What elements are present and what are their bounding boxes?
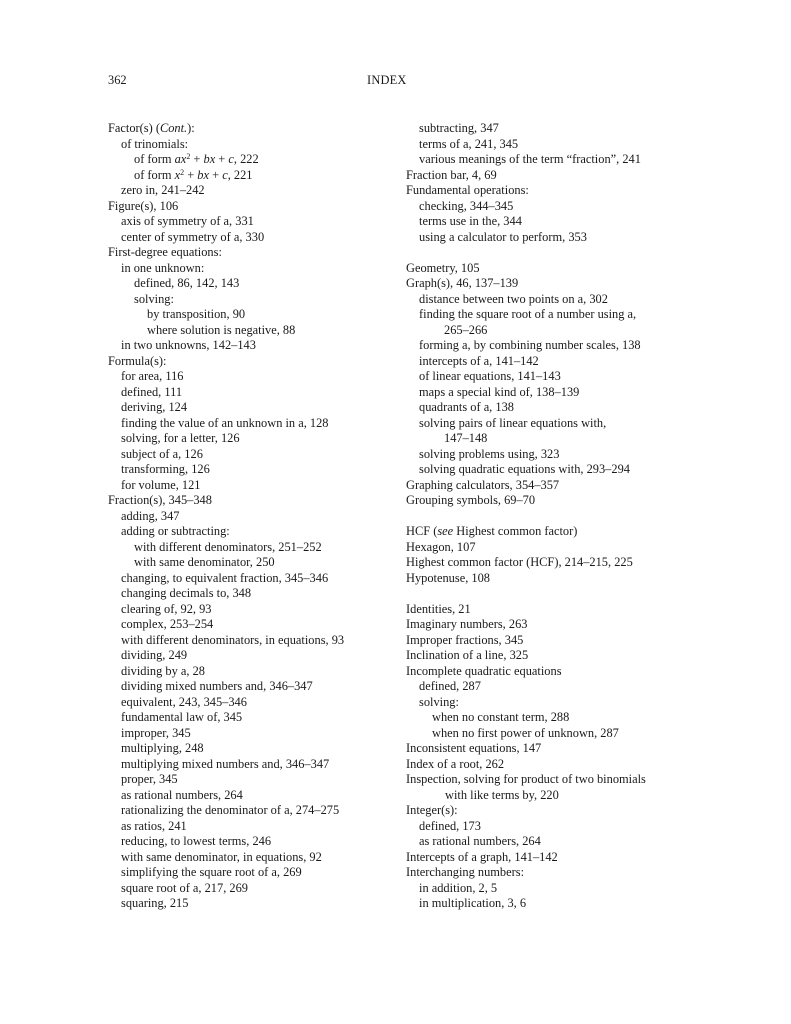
index-entry: proper, 345 <box>121 772 178 786</box>
index-entry: of form $x^2$ + bx + c, 221 <box>134 167 253 182</box>
index-entry: terms use in the, 344 <box>419 214 522 228</box>
index-entry: checking, 344–345 <box>419 198 514 213</box>
index-entry: rationalizing the denominator of a, 274–275 <box>121 803 340 817</box>
index-entry: Intercepts of a graph, 141–142 <box>406 849 558 864</box>
index-entry: Hexagon, 107 <box>406 539 476 554</box>
index-entry: defined, 86, 142, 143 <box>134 276 240 290</box>
running-head: INDEX <box>367 73 407 87</box>
index-entry: finding the square root of a number using a, <box>419 307 637 321</box>
index-entry: solving: <box>419 694 459 709</box>
index-entry: fundamental law of, 345 <box>121 710 243 724</box>
index-entry: simplifying the square root of a, 269 <box>121 865 302 879</box>
index-entry: HCF (see Highest common factor) <box>406 524 578 538</box>
index-entry: Imaginary numbers, 263 <box>406 617 528 631</box>
index-entry: as rational numbers, 264 <box>121 787 243 802</box>
index-entry: of linear equations, 141–143 <box>419 369 561 383</box>
index-entry: intercepts of a, 141–142 <box>419 353 539 368</box>
index-entry: subtracting, 347 <box>419 121 499 135</box>
index-column-left <box>108 121 398 912</box>
index-entry: Fraction bar, 4, 69 <box>406 167 497 182</box>
index-entry: dividing mixed numbers and, 346–347 <box>121 679 313 693</box>
index-entry: Hypotenuse, 108 <box>406 570 490 585</box>
index-entry: changing, to equivalent fraction, 345–346 <box>121 570 329 585</box>
index-entry: reducing, to lowest terms, 246 <box>121 834 272 848</box>
index-entry: Geometry, 105 <box>406 260 480 275</box>
index-entry: multiplying, 248 <box>121 741 204 755</box>
index-entry: in addition, 2, 5 <box>419 880 498 895</box>
index-entry: solving quadratic equations with, 293–294 <box>419 462 630 476</box>
index-column-right <box>406 121 736 912</box>
index-entry: in one unknown: <box>121 260 205 275</box>
index-entry: First-degree equations: <box>108 245 222 259</box>
index-entry: Formula(s): <box>108 353 167 368</box>
index-entry: as ratios, 241 <box>121 818 187 833</box>
index-entry: Index of a root, 262 <box>406 756 505 771</box>
index-entry: for volume, 121 <box>121 477 201 492</box>
index-entry: Grouping symbols, 69–70 <box>406 493 536 507</box>
index-entry: Fraction(s), 345–348 <box>108 493 212 507</box>
index-entry: by transposition, 90 <box>147 307 246 321</box>
index-entry: of form $ax^2$ + bx + c, 222 <box>134 152 259 166</box>
index-entry: with different denominators, 251–252 <box>134 539 322 554</box>
index-entry: in multiplication, 3, 6 <box>419 896 527 910</box>
index-entry: square root of a, 217, 269 <box>121 880 248 895</box>
index-entry: Graphing calculators, 354–357 <box>406 477 560 492</box>
index-entry: Integer(s): <box>406 803 458 817</box>
index-entry: clearing of, 92, 93 <box>121 601 212 616</box>
index-entry: solving, for a letter, 126 <box>121 431 240 445</box>
index-entry: for area, 116 <box>121 369 184 383</box>
index-entry: Inconsistent equations, 147 <box>406 741 542 755</box>
index-entry: of trinomials: <box>121 136 189 151</box>
index-entry: complex, 253–254 <box>121 617 214 631</box>
index-entry: maps a special kind of, 138–139 <box>419 384 580 399</box>
index-entry: quadrants of a, 138 <box>419 400 514 414</box>
index-entry: multiplying mixed numbers and, 346–347 <box>121 756 330 771</box>
index-entry: distance between two points on a, 302 <box>419 291 608 306</box>
index-entry: changing decimals to, 348 <box>121 586 252 600</box>
index-entry: with same denominator, in equations, 92 <box>121 849 322 864</box>
index-entry: terms of a, 241, 345 <box>419 136 519 151</box>
index-entry: zero in, 241–242 <box>121 183 205 197</box>
index-entry: 147–148 <box>444 431 488 445</box>
index-entry: Factor(s) (Cont.): <box>108 121 195 135</box>
index-entry: squaring, 215 <box>121 896 189 910</box>
index-entry: various meanings of the term “fraction”, 241 <box>419 152 641 166</box>
page-number: 362 <box>108 73 127 87</box>
index-entry: subject of a, 126 <box>121 446 203 461</box>
index-entry: in two unknowns, 142–143 <box>121 338 256 352</box>
index-entry: Inspection, solving for product of two binomials <box>406 772 646 786</box>
index-entry: solving: <box>134 291 174 306</box>
index-entry: with like terms by, 220 <box>445 787 559 802</box>
index-entry: when no constant term, 288 <box>432 710 570 724</box>
index-entry: Highest common factor (HCF), 214–215, 225 <box>406 555 633 569</box>
index-entry: dividing by a, 28 <box>121 663 205 678</box>
index-entry: Fundamental operations: <box>406 183 529 197</box>
index-entry: with same denominator, 250 <box>134 555 275 569</box>
index-entry: Interchanging numbers: <box>406 865 525 879</box>
index-entry: Figure(s), 106 <box>108 198 179 213</box>
index-entry: Identities, 21 <box>406 601 471 616</box>
index-entry: deriving, 124 <box>121 400 188 414</box>
index-entry: defined, 111 <box>121 384 183 399</box>
index-entry: adding, 347 <box>121 508 180 523</box>
index-entry: where solution is negative, 88 <box>147 322 296 337</box>
index-entry: solving problems using, 323 <box>419 446 560 461</box>
index-entry: Improper fractions, 345 <box>406 632 524 647</box>
index-entry: dividing, 249 <box>121 648 188 662</box>
index-entry: Graph(s), 46, 137–139 <box>406 276 519 290</box>
index-entry: center of symmetry of a, 330 <box>121 229 265 244</box>
index-entry: axis of symmetry of a, 331 <box>121 214 254 228</box>
index-entry: using a calculator to perform, 353 <box>419 229 587 244</box>
index-entry: solving pairs of linear equations with, <box>419 415 607 430</box>
index-entry: as rational numbers, 264 <box>419 834 541 848</box>
index-entry: with different denominators, in equations, 93 <box>121 632 345 647</box>
index-entry: 265–266 <box>444 322 488 337</box>
index-entry: finding the value of an unknown in a, 128 <box>121 415 329 430</box>
index-entry: defined, 287 <box>419 679 481 693</box>
index-entry: improper, 345 <box>121 725 191 740</box>
index-entry: adding or subtracting: <box>121 524 230 538</box>
index-entry: transforming, 126 <box>121 462 210 476</box>
index-entry: Inclination of a line, 325 <box>406 648 529 662</box>
index-entry: defined, 173 <box>419 818 481 833</box>
index-entry: Incomplete quadratic equations <box>406 663 562 678</box>
index-entry: when no first power of unknown, 287 <box>432 725 619 740</box>
index-entry: equivalent, 243, 345–346 <box>121 694 247 709</box>
index-entry: forming a, by combining number scales, 138 <box>419 338 641 352</box>
